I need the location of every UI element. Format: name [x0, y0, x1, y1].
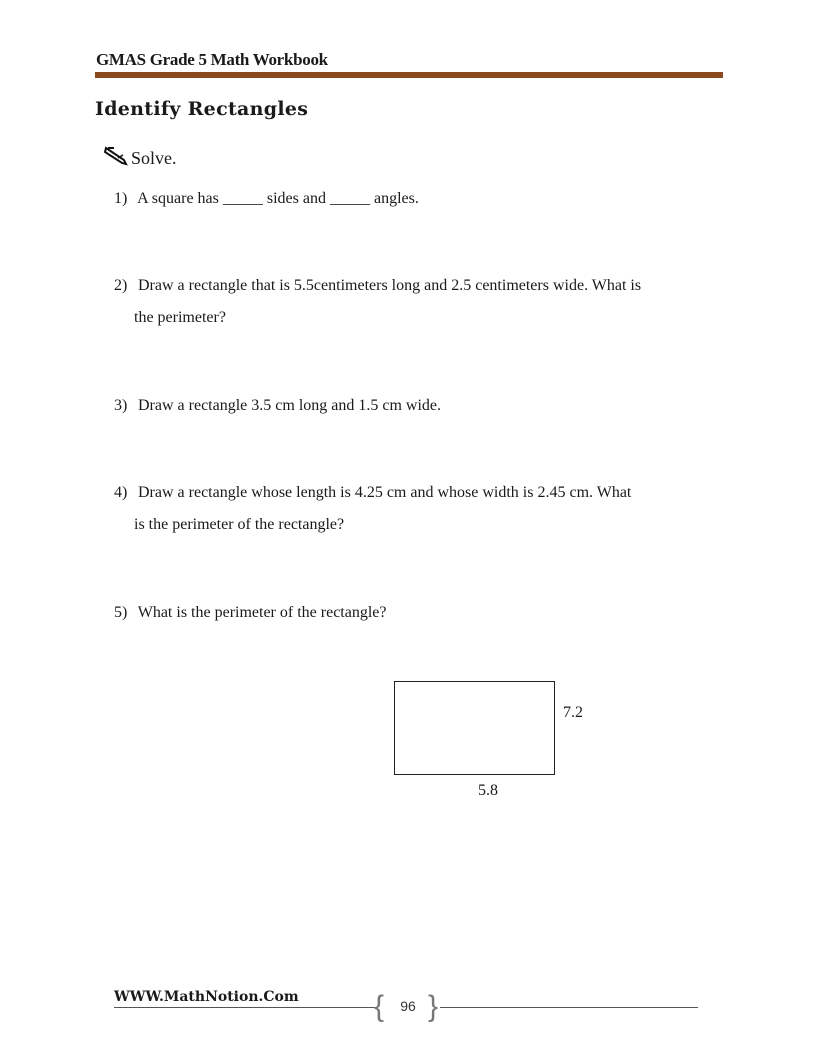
question-number: 2) — [114, 277, 128, 294]
question-number: 4) — [114, 484, 128, 501]
footer-website: WWW.MathNotion.Com — [114, 989, 299, 1005]
header-rule — [95, 72, 723, 78]
question-number: 3) — [114, 397, 128, 414]
page-number: 96 — [400, 998, 416, 1014]
left-bracket-icon: { — [374, 990, 385, 1023]
question-text: Draw a rectangle 3.5 cm long and 1.5 cm wide. — [138, 397, 442, 414]
rectangle-figure — [394, 681, 555, 775]
workbook-title: GMAS Grade 5 Math Workbook — [96, 50, 328, 69]
right-bracket-icon: } — [428, 990, 439, 1023]
footer-rule-left — [114, 1007, 376, 1008]
question-text: A square has _____ sides and _____ angles. — [137, 190, 419, 207]
section-title: Identify Rectangles — [95, 98, 309, 120]
question-text-continued: the perimeter? — [134, 309, 226, 326]
question-text-continued: is the perimeter of the rectangle? — [134, 516, 345, 533]
question-1 — [114, 183, 724, 215]
question-2 — [114, 270, 724, 334]
footer-rule-right — [440, 1007, 698, 1008]
question-4 — [114, 477, 724, 541]
rectangle-height-label: 7.2 — [563, 704, 583, 721]
question-text: What is the perimeter of the rectangle? — [137, 604, 387, 621]
rectangle-width-label: 5.8 — [478, 782, 498, 799]
question-text: Draw a rectangle that is 5.5centimeters long and 2.5 centimeters wide. What is — [138, 277, 642, 294]
instruction — [104, 146, 177, 171]
question-number: 5) — [114, 604, 128, 621]
pencil-icon — [104, 146, 131, 171]
question-text: Draw a rectangle whose length is 4.25 cm and whose width is 2.45 cm. What — [138, 484, 632, 501]
question-5 — [114, 597, 724, 629]
question-number: 1) — [114, 190, 128, 207]
instruction-label: Solve. — [131, 148, 177, 168]
question-3 — [114, 390, 724, 422]
